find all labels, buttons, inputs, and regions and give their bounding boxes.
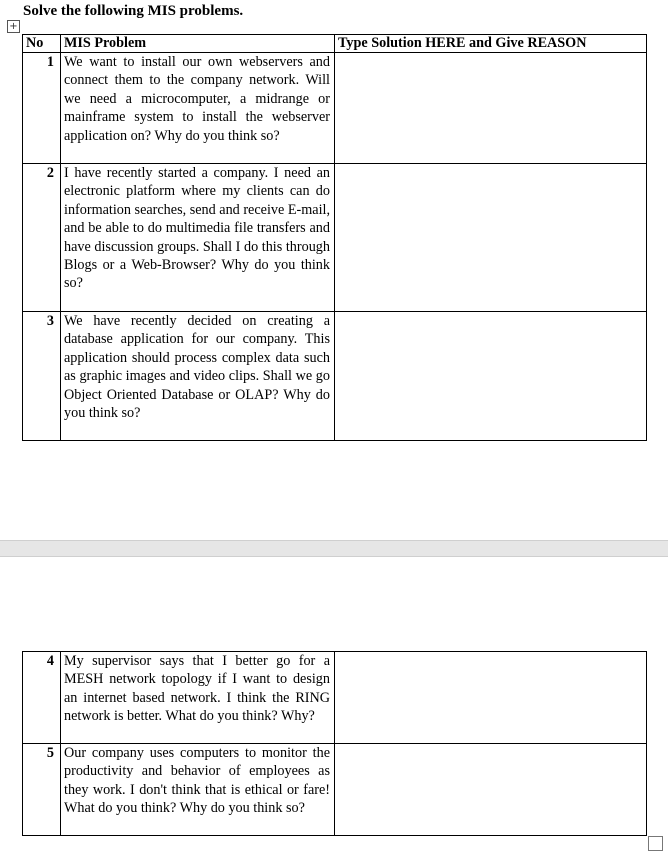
table-move-handle-icon[interactable]: + [7,20,20,33]
solution-cell[interactable] [335,53,647,164]
solution-cell[interactable] [335,744,647,836]
problem-text: My supervisor says that I better go for a MESH network topology if I want to design an internet based network. I think the RING network is better. What do you think? Why? [61,652,335,744]
problem-text: Our company uses computers to monitor the productivity and behavior of employees as they work. I don't think that is ethical or fare! What do you think? Why do you think so? [61,744,335,836]
document-title: Solve the following MIS problems. [23,3,244,19]
table-row [23,312,647,441]
row-number: 2 [23,164,61,312]
table-row [23,53,647,164]
mis-problems-table-part2 [22,651,647,836]
table-row [23,164,647,312]
table-header-row [23,35,647,53]
header-problem: MIS Problem [61,35,335,53]
solution-cell[interactable] [335,164,647,312]
table-row [23,744,647,836]
table-row [23,652,647,744]
header-no: No [23,35,61,53]
mis-problems-table-part1 [22,34,647,441]
row-number: 1 [23,53,61,164]
page-break-separator [0,540,668,557]
problem-text: We have recently decided on creating a database application for our company. This application should process complex data such as graphic images and video clips. Shall we go Object Oriented Database or OLAP? Why do you think so? [61,312,335,441]
row-number: 5 [23,744,61,836]
solution-cell[interactable] [335,652,647,744]
table-resize-handle-icon[interactable] [648,836,663,851]
problem-text: I have recently started a company. I need an electronic platform where my clients can do information searches, send and receive E-mail, and be able to do multimedia file transfers and have discussion groups. Shall I do this through Blogs or a Web-Browser? Why do you think so? [61,164,335,312]
solution-cell[interactable] [335,312,647,441]
header-solution: Type Solution HERE and Give REASON [335,35,647,53]
row-number: 4 [23,652,61,744]
row-number: 3 [23,312,61,441]
problem-text: We want to install our own webservers and connect them to the company network. Will we need a microcomputer, a midrange or mainframe system to install the webserver application on? Why do you think so? [61,53,335,164]
